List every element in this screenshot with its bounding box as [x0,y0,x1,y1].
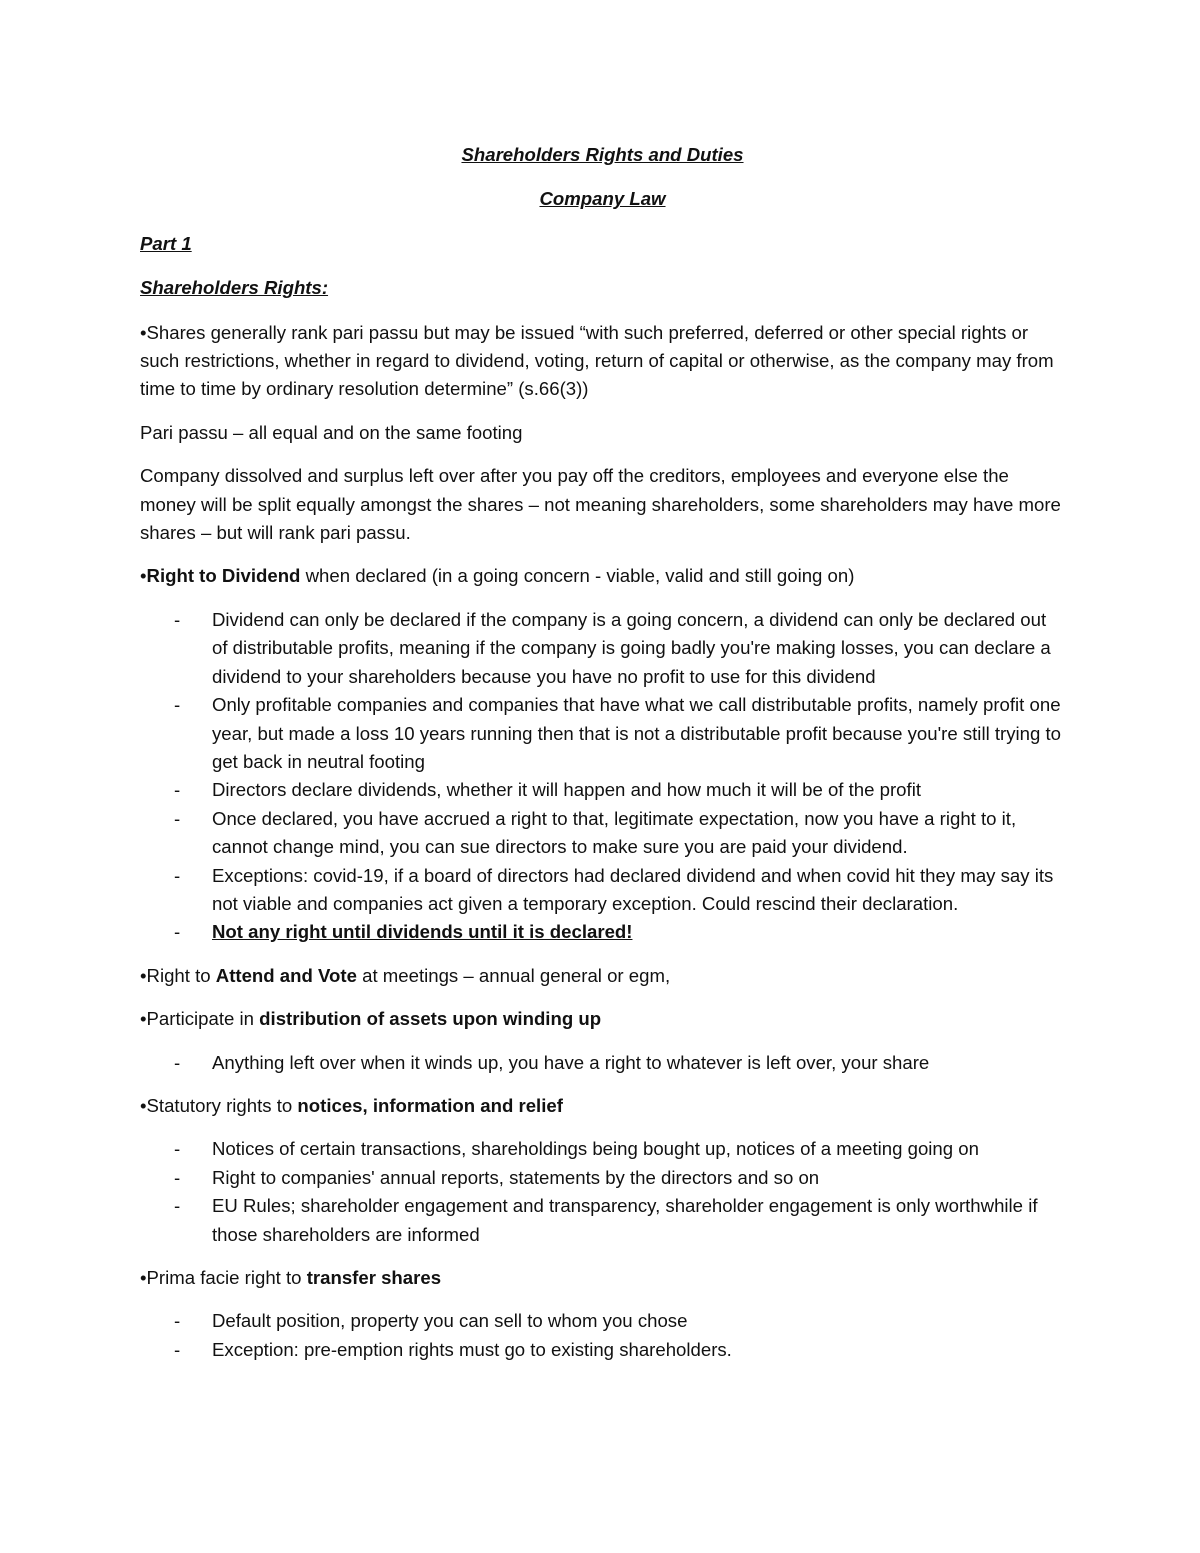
bullet-mark: • [140,321,147,343]
transfer-list [140,1307,1065,1364]
dash-mark: - [174,1138,181,1160]
list-item-emphasis: - Not any right until dividends until it is declared! [140,918,1065,946]
list-item: - Right to companies' annual reports, statements by the directors and so on [140,1164,1065,1192]
dividend-list [140,606,1065,947]
dash-mark: - [174,1310,181,1332]
list-item: - Default position, property you can sell to whom you chose [140,1307,1065,1335]
dash-mark: - [174,694,181,716]
dash-mark: - [174,1338,181,1360]
list-item: - Anything left over when it winds up, you have a right to whatever is left over, your share [140,1049,1065,1077]
list-item: - Exceptions: covid-19, if a board of directors had declared dividend and when covid hit they may say its not viable and companies act given a temporary exception. Could rescind their declaration. [140,862,1065,919]
list-item: - Directors declare dividends, whether it will happen and how much it will be of the profit [140,776,1065,804]
list-item: - Notices of certain transactions, shareholdings being bought up, notices of a meeting going on [140,1135,1065,1163]
bullet-mark: • [140,565,147,587]
bullet-distribution-of-assets: •Participate in distribution of assets upon winding up [140,1008,602,1030]
dash-mark: - [174,864,181,886]
list-item: - EU Rules; shareholder engagement and transparency, shareholder engagement is only worthwhile if those shareholders are informed [140,1192,1065,1249]
list-item: - Once declared, you have accrued a right to that, legitimate expectation, now you have a right to it, cannot change mind, you can sue directors to make sure you are paid your dividend. [140,805,1065,862]
dash-mark: - [174,779,181,801]
list-item: - Exception: pre-emption rights must go to existing shareholders. [140,1336,1065,1364]
bullet-transfer-shares: •Prima facie right to transfer shares [140,1267,442,1288]
list-item: - Dividend can only be declared if the company is a going concern, a dividend can only be declared out of distributable profits, meaning if the company is going badly you're making losses, you can declare a dividend to your shareholders because you have no profit to use for this dividend [140,606,1065,691]
bullet-mark: • [140,1094,147,1116]
section-heading: Shareholders Rights: [140,277,329,299]
paragraph-pari-passu-rule: •Shares generally rank pari passu but may be issued “with such preferred, deferred or other special rights or such restrictions, whether in regard to dividend, voting, return of capital or otherwise, as the company may from time to time by ordinary resolution determine” (s.66(3)) [140,321,1054,400]
dash-mark: - [174,1195,181,1217]
bullet-right-to-dividend: •Right to Dividend when declared (in a going concern - viable, valid and still going on) [140,565,855,587]
document-subtitle: Company Law [539,188,666,210]
paragraph-dissolution: Company dissolved and surplus left over after you pay off the creditors, employees and everyone else the money will be split equally amongst the shares – not meaning shareholders, some shareholders may have more shares – but will rank pari passu. [140,465,1061,544]
part-heading: Part 1 [140,232,192,254]
assets-list [140,1049,1065,1077]
bullet-mark: • [140,1267,147,1288]
dash-mark: - [174,921,181,943]
document-body [140,141,1065,1379]
bullet-statutory-rights: •Statutory rights to notices, information and relief [140,1094,563,1116]
list-item: - Only profitable companies and companies that have what we call distributable profits, namely profit one year, but made a loss 10 years running then that is not a distributable profit because you're still trying to get back in neutral footing [140,691,1065,776]
dash-mark: - [174,807,181,829]
paragraph-pari-passu-definition: Pari passu – all equal and on the same footing [140,421,523,443]
bullet-mark: • [140,1008,147,1030]
dash-mark: - [174,608,181,630]
dash-mark: - [174,1166,181,1188]
bullet-mark: • [140,964,147,986]
dash-mark: - [174,1051,181,1073]
bullet-attend-and-vote: •Right to Attend and Vote at meetings – annual general or egm, [140,964,671,986]
statutory-list [140,1135,1065,1249]
document-title: Shareholders Rights and Duties [461,144,744,165]
